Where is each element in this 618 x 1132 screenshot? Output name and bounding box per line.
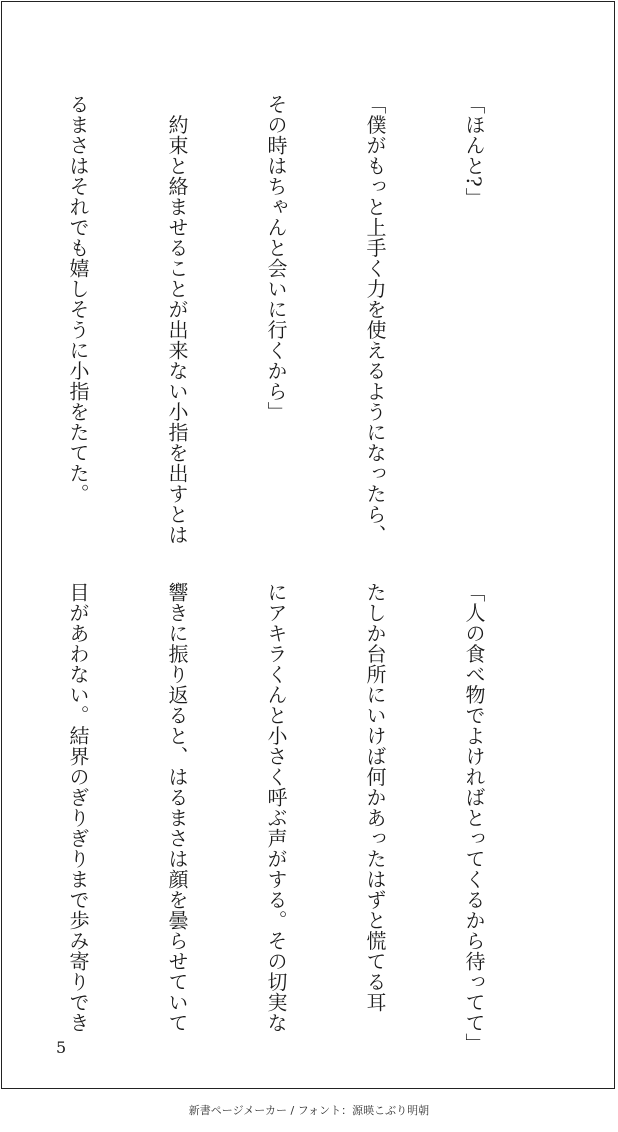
footer-caption: 新書ページメーカー / フォント：源暎こぶり明朝 [188, 1104, 430, 1117]
text-column: 約束と絡ませることが出来ない小指を出すとは [165, 94, 189, 545]
text-column: 目があわない。結界のぎりぎりまで歩み寄りでき [66, 582, 90, 1033]
text-column: 「人の食べ物でよければとってくるから待ってて」 [462, 582, 486, 1054]
upper-text-block [0, 94, 556, 545]
text-column: にアキラくんと小さく呼ぶ声がする。その切実な [264, 582, 288, 1033]
text-column: 「僕がもっと上手く力を使えるようになったら、 [363, 94, 387, 545]
lower-text-block [0, 582, 556, 1054]
text-column: 「ほんと?」 [462, 94, 486, 208]
page-number: 5 [56, 1038, 67, 1057]
text-column: 響きに振り返ると、はるまさは顔を曇らせていて [165, 582, 189, 1033]
text-column: その時はちゃんと会いに行くから」 [264, 94, 288, 422]
page-frame [1, 1, 615, 1089]
text-column: るまさはそれでも嬉しそうに小指をたてた。 [66, 94, 90, 504]
text-column: たしか台所にいけば何かあったはずと慌てる耳 [363, 582, 387, 1013]
